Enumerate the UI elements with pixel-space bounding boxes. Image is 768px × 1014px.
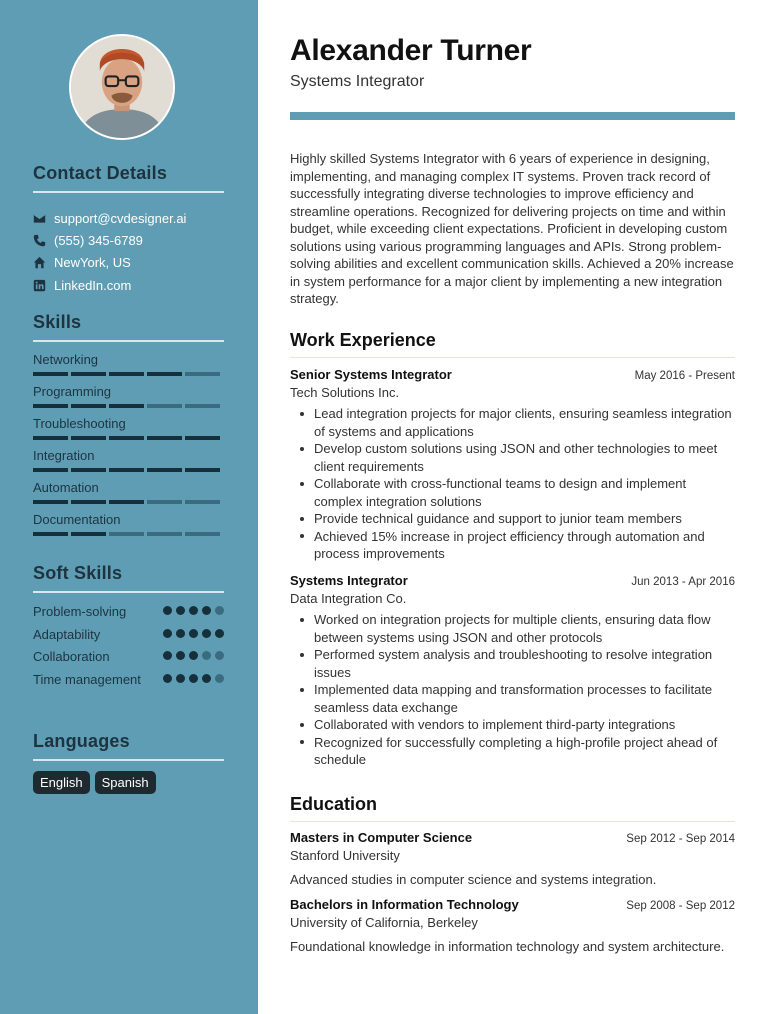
skill-name: Troubleshooting xyxy=(33,416,126,431)
job-bullets xyxy=(290,611,735,769)
skill-level-segment xyxy=(147,500,182,504)
job-entry xyxy=(290,367,735,563)
rating-dot xyxy=(215,651,224,660)
skill-level-segment xyxy=(33,436,68,440)
rating-dot xyxy=(202,651,211,660)
contact-title: Contact Details xyxy=(33,163,168,183)
soft-skill-item xyxy=(33,603,224,626)
languages-divider xyxy=(33,759,224,761)
job-bullet: Develop custom solutions using JSON and other technologies to meet client requirements xyxy=(290,440,735,475)
skill-level-segment xyxy=(71,500,106,504)
rating-dot xyxy=(202,606,211,615)
skill-level-bar xyxy=(33,404,224,408)
rating-dot xyxy=(163,651,172,660)
job-bullet: Provide technical guidance and support to junior team members xyxy=(290,510,735,528)
job-date: May 2016 - Present xyxy=(634,370,735,382)
job-bullet: Worked on integration projects for multiple clients, ensuring data flow between systems using JSON and other protocols xyxy=(290,611,735,646)
skill-item xyxy=(33,448,224,480)
rating-dot xyxy=(176,606,185,615)
contact-location xyxy=(33,252,224,274)
education-description: Advanced studies in computer science and systems integration. xyxy=(290,872,657,887)
languages-section xyxy=(33,731,224,794)
job-bullets xyxy=(290,405,735,563)
skill-name: Integration xyxy=(33,448,95,463)
degree-title: Masters in Computer Science xyxy=(290,830,473,845)
soft-skill-name: Time management xyxy=(33,671,141,687)
job-bullet: Collaborate with cross-functional teams to design and implement complex integration solutions xyxy=(290,475,735,510)
rating-dot xyxy=(202,674,211,683)
skill-level-segment xyxy=(147,532,182,536)
skill-level-bar xyxy=(33,436,224,440)
skills-divider xyxy=(33,340,224,342)
soft-skills-section xyxy=(33,563,224,711)
candidate-name: Alexander Turner xyxy=(290,34,532,67)
rating-dot xyxy=(215,674,224,683)
skill-level-segment xyxy=(71,372,106,376)
skill-level-segment xyxy=(185,468,220,472)
soft-skill-rating xyxy=(163,648,224,671)
job-title: Systems Integrator xyxy=(290,573,408,588)
skill-item xyxy=(33,352,224,384)
skill-level-segment xyxy=(109,436,144,440)
job-date: Jun 2013 - Apr 2016 xyxy=(631,576,735,588)
soft-skills-title: Soft Skills xyxy=(33,563,123,583)
contact-divider xyxy=(33,191,224,193)
rating-dot xyxy=(176,629,185,638)
skills-section xyxy=(33,312,224,544)
skill-name: Documentation xyxy=(33,512,121,527)
rating-dot xyxy=(176,651,185,660)
profile-summary: Highly skilled Systems Integrator with 6 years of experience in designing, implementing, and managing complex IT systems. Proven track record of successfully integrating diverse technologies to improve efficiency and streamline operations. Recognized for delivering projects on time and within budget, while exceeding client expectations. Proficient in developing custom solutions using various programming languages and APIs. Strong problem-solving abilities and excellent communication skills. Achieved a 20% increase in system performance for a major client by implementing a new integration strategy. xyxy=(290,151,734,306)
rating-dot xyxy=(189,674,198,683)
skill-level-segment xyxy=(147,468,182,472)
envelope-icon xyxy=(33,212,46,225)
skill-level-segment xyxy=(185,436,220,440)
job-company: Data Integration Co. xyxy=(290,591,407,606)
education-entry xyxy=(290,830,735,889)
education-title: Education xyxy=(290,794,378,814)
soft-skill-rating xyxy=(163,626,224,649)
job-title: Senior Systems Integrator xyxy=(290,367,452,382)
skill-item xyxy=(33,416,224,448)
skill-level-segment xyxy=(71,468,106,472)
contact-linkedin-text: LinkedIn.com xyxy=(54,277,132,293)
job-bullet: Implemented data mapping and transformation processes to facilitate seamless data exchange xyxy=(290,681,735,716)
skill-level-segment xyxy=(33,500,68,504)
skill-level-segment xyxy=(147,404,182,408)
rating-dot xyxy=(163,629,172,638)
job-bullet: Achieved 15% increase in project efficiency through automation and process improvements xyxy=(290,528,735,563)
rating-dot xyxy=(163,674,172,683)
language-tag: Spanish xyxy=(95,771,156,794)
school-name: University of California, Berkeley xyxy=(290,915,478,930)
skill-level-bar xyxy=(33,532,224,536)
degree-title: Bachelors in Information Technology xyxy=(290,897,519,912)
contact-email[interactable] xyxy=(33,207,224,229)
skills-title: Skills xyxy=(33,312,82,332)
rating-dot xyxy=(202,629,211,638)
education-heading xyxy=(290,794,735,822)
language-list xyxy=(33,771,224,794)
home-icon xyxy=(33,256,46,269)
education-description: Foundational knowledge in information technology and system architecture. xyxy=(290,939,725,954)
linkedin-icon xyxy=(33,279,46,292)
skills-list xyxy=(33,352,224,544)
sidebar xyxy=(0,0,258,1014)
job-bullet: Recognized for successfully completing a high-profile project ahead of schedule xyxy=(290,734,735,769)
work-experience-divider xyxy=(290,357,735,358)
contact-list xyxy=(33,207,224,296)
candidate-role: Systems Integrator xyxy=(290,73,425,90)
work-experience-title: Work Experience xyxy=(290,330,436,350)
soft-skill-item xyxy=(33,671,224,711)
skill-level-segment xyxy=(33,372,68,376)
skill-level-segment xyxy=(71,404,106,408)
soft-skill-rating xyxy=(163,671,224,711)
language-tag: English xyxy=(33,771,90,794)
skill-name: Automation xyxy=(33,480,99,495)
soft-skills-divider xyxy=(33,591,224,593)
soft-skill-item xyxy=(33,648,224,671)
skill-name: Networking xyxy=(33,352,99,367)
rating-dot xyxy=(189,629,198,638)
skill-level-segment xyxy=(185,372,220,376)
soft-skills-list xyxy=(33,603,224,711)
skill-level-segment xyxy=(109,372,144,376)
rating-dot xyxy=(189,651,198,660)
soft-skill-name: Collaboration xyxy=(33,649,110,664)
skill-level-bar xyxy=(33,468,224,472)
education-divider xyxy=(290,821,735,822)
skill-level-segment xyxy=(109,468,144,472)
header-accent-bar xyxy=(290,112,735,120)
rating-dot xyxy=(215,606,224,615)
job-company: Tech Solutions Inc. xyxy=(290,385,400,400)
contact-linkedin[interactable] xyxy=(33,274,224,296)
skill-level-segment xyxy=(33,404,68,408)
skill-level-segment xyxy=(147,372,182,376)
school-name: Stanford University xyxy=(290,848,400,863)
profile-photo xyxy=(71,36,173,138)
skill-level-segment xyxy=(71,532,106,536)
skill-level-segment xyxy=(109,532,144,536)
skill-item xyxy=(33,512,224,544)
skill-level-bar xyxy=(33,500,224,504)
contact-phone[interactable] xyxy=(33,229,224,251)
contact-email-text: support@cvdesigner.ai xyxy=(54,210,187,226)
skill-item xyxy=(33,480,224,512)
job-entry xyxy=(290,573,735,769)
avatar xyxy=(69,34,175,140)
skill-level-segment xyxy=(33,532,68,536)
education-date: Sep 2012 - Sep 2014 xyxy=(626,833,735,845)
skill-item xyxy=(33,384,224,416)
soft-skill-item xyxy=(33,626,224,649)
job-bullet: Performed system analysis and troubleshooting to resolve integration issues xyxy=(290,646,735,681)
phone-icon xyxy=(33,234,46,247)
rating-dot xyxy=(215,629,224,638)
rating-dot xyxy=(189,606,198,615)
skill-level-segment xyxy=(33,468,68,472)
skill-level-segment xyxy=(109,500,144,504)
education-date: Sep 2008 - Sep 2012 xyxy=(626,900,735,912)
education-entry xyxy=(290,897,735,956)
rating-dot xyxy=(176,674,185,683)
skill-name: Programming xyxy=(33,384,112,399)
contact-location-text: NewYork, US xyxy=(54,255,131,271)
job-bullet: Collaborated with vendors to implement third-party integrations xyxy=(290,716,735,734)
skill-level-segment xyxy=(109,404,144,408)
contact-section xyxy=(33,163,224,296)
skill-level-segment xyxy=(185,404,220,408)
skill-level-segment xyxy=(147,436,182,440)
work-experience-heading xyxy=(290,330,735,358)
languages-title: Languages xyxy=(33,731,130,751)
soft-skill-name: Adaptability xyxy=(33,626,101,642)
skill-level-segment xyxy=(185,500,220,504)
rating-dot xyxy=(163,606,172,615)
skill-level-bar xyxy=(33,372,224,376)
skill-level-segment xyxy=(185,532,220,536)
skill-level-segment xyxy=(71,436,106,440)
soft-skill-rating xyxy=(163,603,224,626)
soft-skill-name: Problem-solving xyxy=(33,604,127,619)
contact-phone-text: (555) 345-6789 xyxy=(54,232,143,248)
job-bullet: Lead integration projects for major clients, ensuring seamless integration of systems and applications xyxy=(290,405,735,440)
